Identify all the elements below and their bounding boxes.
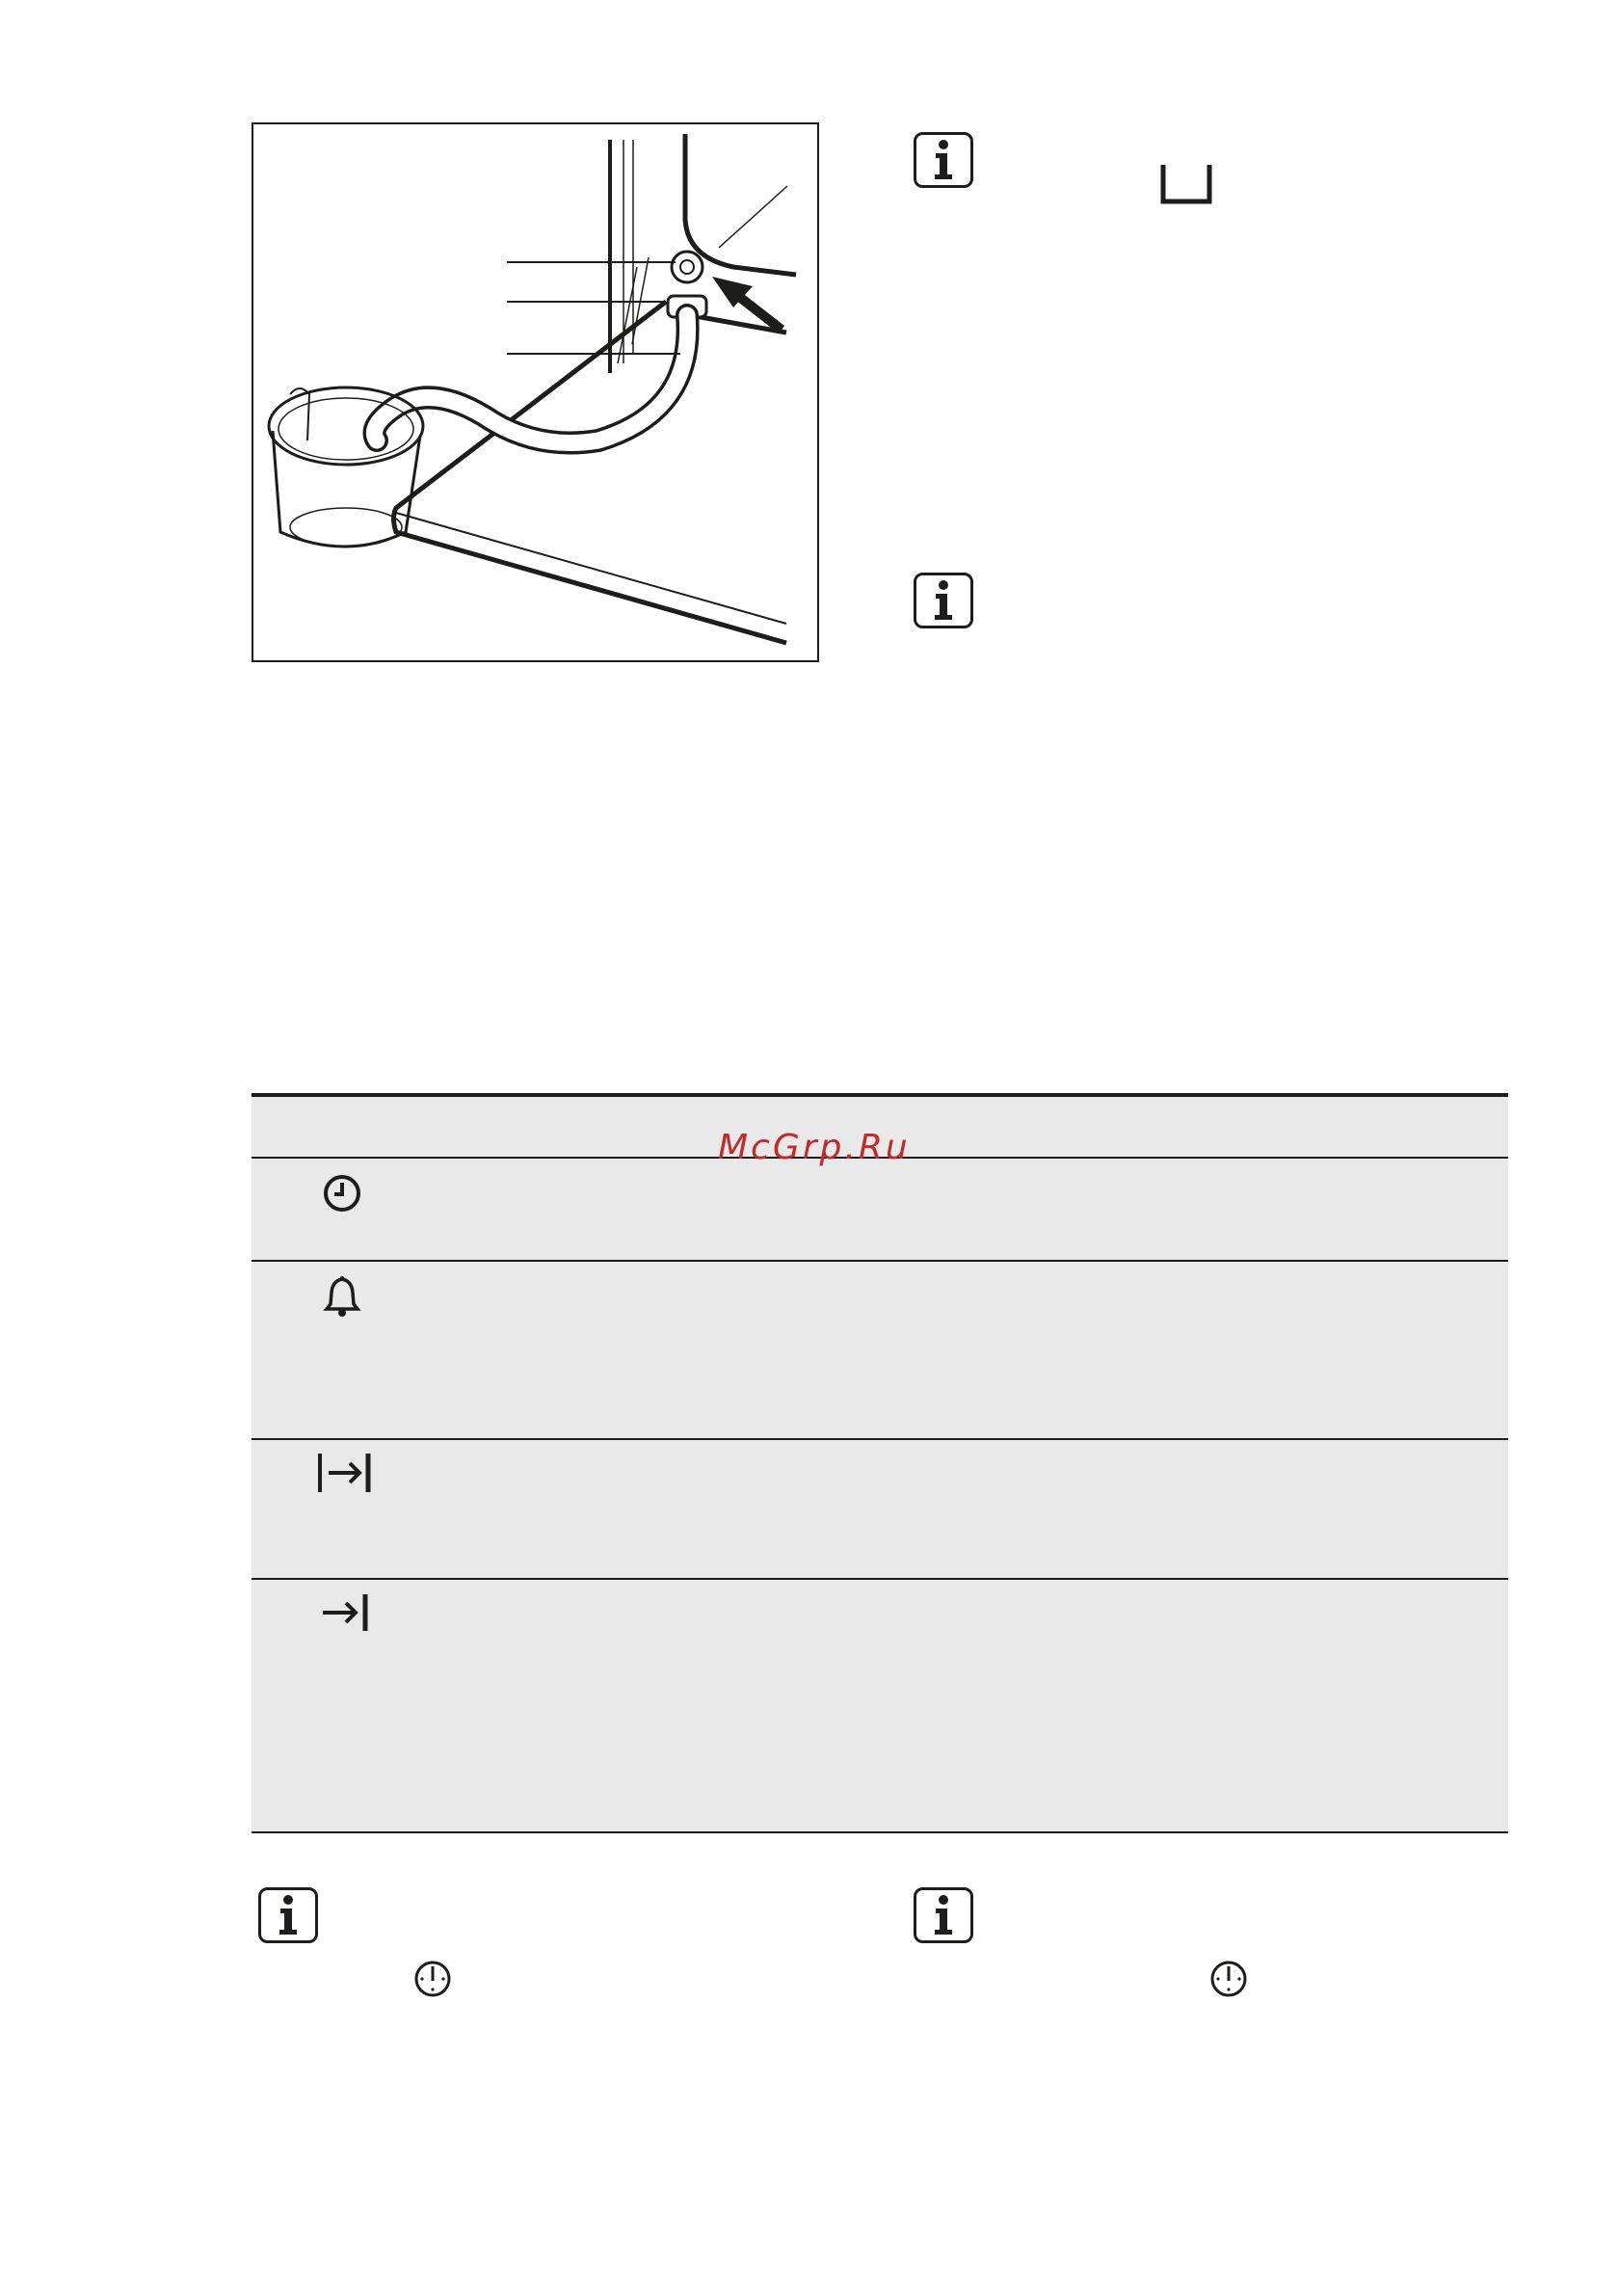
table-top-rule — [252, 1093, 1508, 1097]
row-divider — [252, 1578, 1508, 1580]
clock-functions-table — [252, 1093, 1508, 1833]
illustration-svg — [252, 122, 819, 662]
power-dial-icon — [412, 1959, 453, 2003]
drain-hose-illustration — [252, 122, 819, 662]
info-icon — [258, 1887, 318, 1943]
info-icon — [914, 132, 973, 188]
info-icon — [914, 573, 973, 628]
clock-icon — [321, 1172, 363, 1218]
end-time-icon — [321, 1592, 369, 1637]
power-dial-icon — [1208, 1959, 1249, 2003]
empty-water-tank-icon — [1160, 163, 1212, 209]
row-divider — [252, 1438, 1508, 1440]
info-icon — [914, 1887, 973, 1943]
watermark: McGrp.Ru — [718, 1128, 911, 1167]
table-bottom-rule — [252, 1831, 1508, 1833]
bell-icon — [323, 1275, 361, 1322]
duration-icon — [317, 1452, 371, 1498]
row-divider — [252, 1260, 1508, 1262]
